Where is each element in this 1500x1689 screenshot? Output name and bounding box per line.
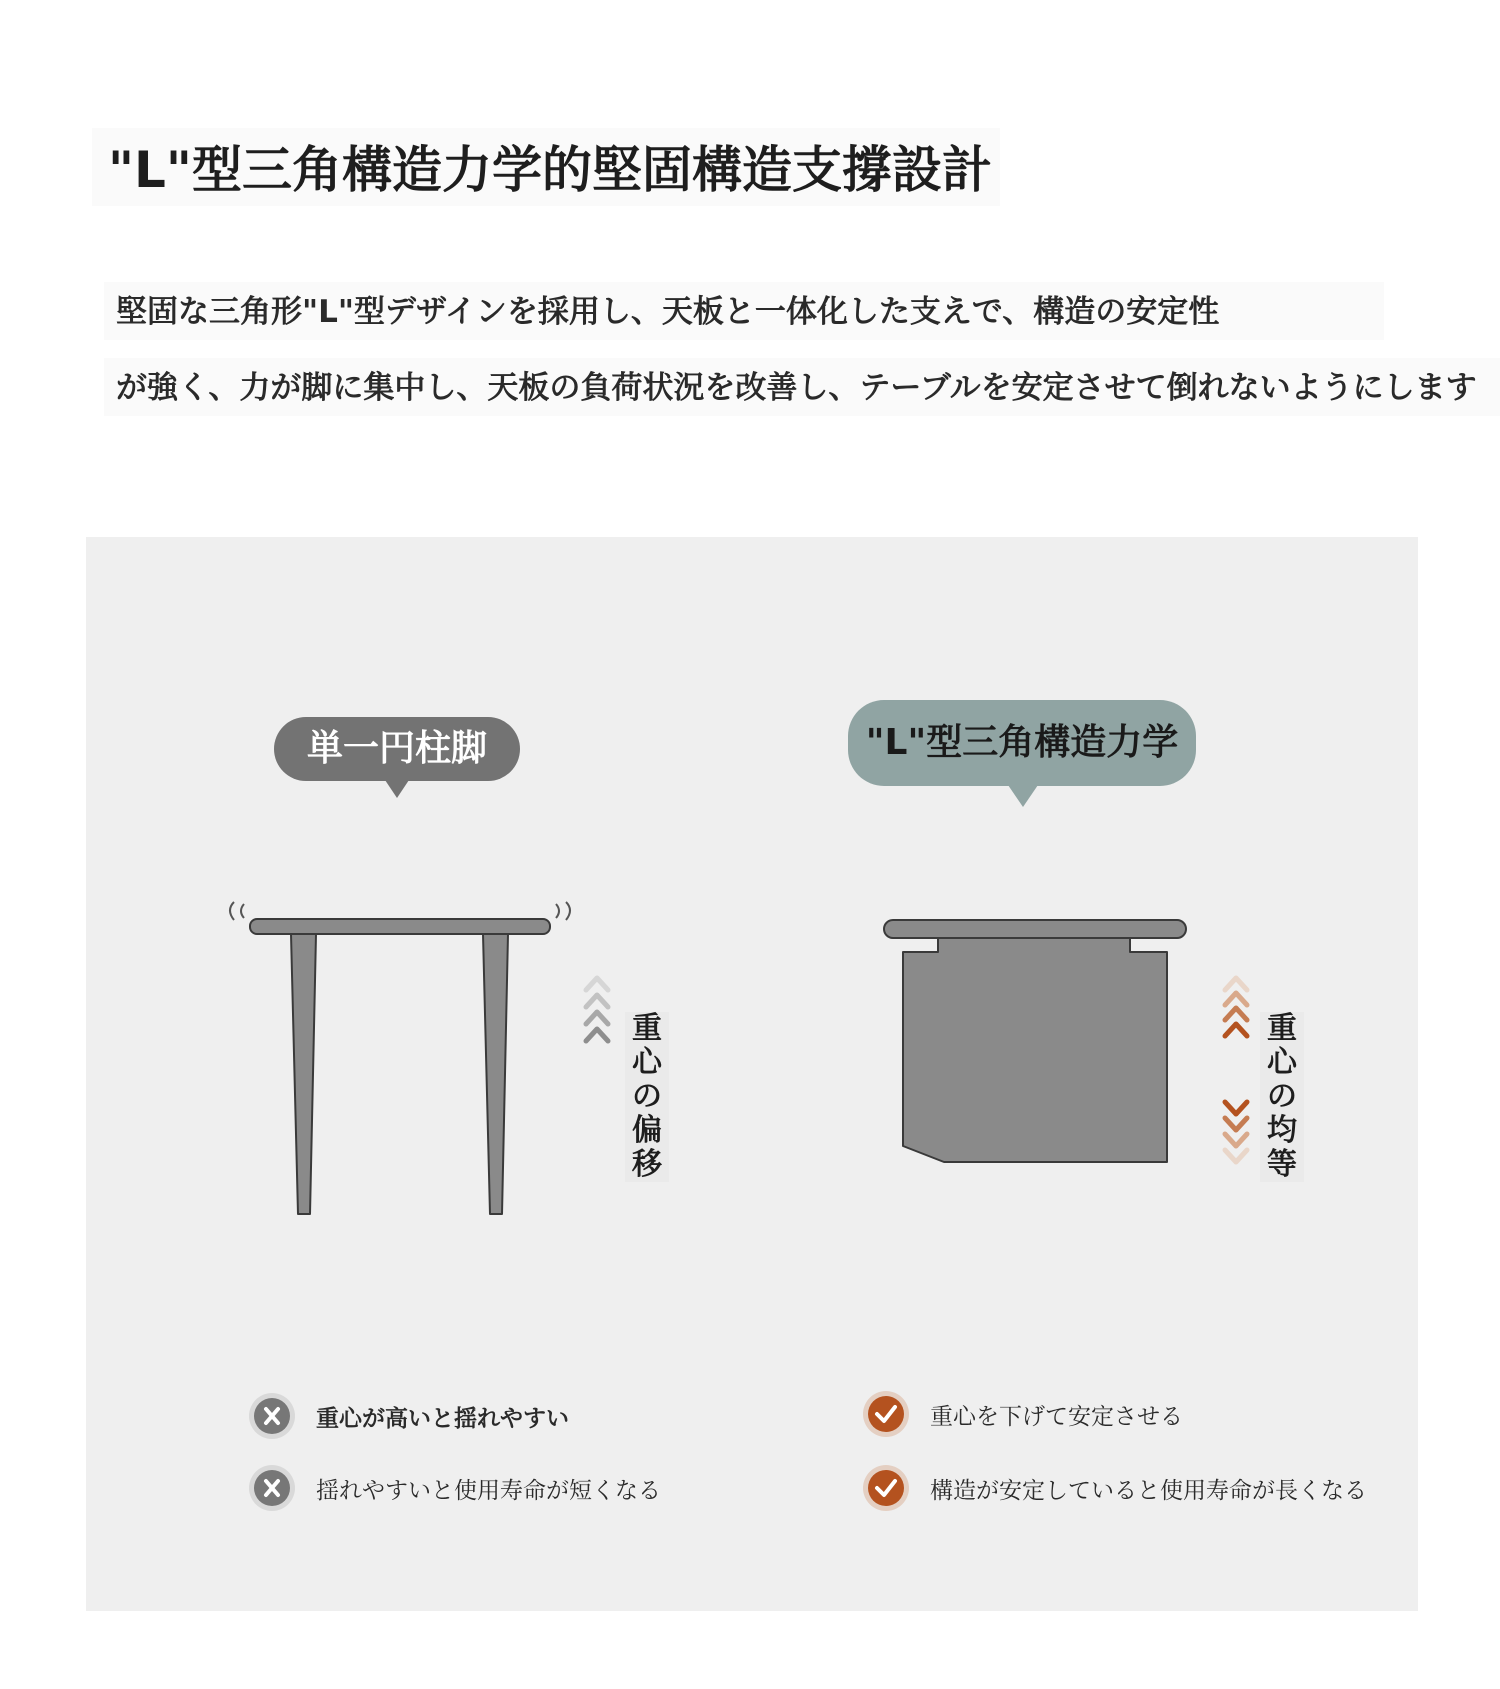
- check-icon: [862, 1464, 910, 1512]
- check-icon: [862, 1390, 910, 1438]
- center-of-gravity-shift-arrows: [586, 978, 608, 1041]
- gravity-shift-label: 重心の偏移: [625, 1012, 669, 1182]
- l-type-bubble: "L"型三角構造力学: [848, 700, 1196, 786]
- page-title: "L"型三角構造力学的堅固構造支撐設計: [108, 141, 992, 199]
- feature-text: 重心を下げて安定させる: [930, 1403, 1183, 1430]
- feature-item-good-1: [862, 1389, 1183, 1439]
- single-leg-bubble-tail: [385, 780, 409, 798]
- feature-text: 重心が高いと揺れやすい: [316, 1405, 569, 1432]
- feature-item-bad-1: [248, 1391, 569, 1441]
- single-leg-table-illustration: [230, 902, 570, 1214]
- feature-text: 揺れやすいと使用寿命が短くなる: [316, 1477, 661, 1504]
- gravity-balance-label: 重心の均等: [1260, 1012, 1304, 1182]
- l-type-bubble-tail: [1008, 785, 1038, 807]
- x-icon: [248, 1392, 296, 1440]
- feature-item-good-2: [862, 1463, 1367, 1513]
- description-line-1: 堅固な三角形"L"型デザインを採用し、天板と一体化した支えで、構造の安定性: [116, 294, 1220, 330]
- center-of-gravity-balance-arrows: [1225, 978, 1247, 1162]
- single-leg-bubble: 単一円柱脚: [274, 717, 520, 781]
- l-type-table-illustration: [884, 920, 1186, 1162]
- x-icon: [248, 1464, 296, 1512]
- description-line-2: が強く、力が脚に集中し、天板の負荷状況を改善し、テーブルを安定させて倒れないようにします: [116, 370, 1477, 406]
- feature-item-bad-2: [248, 1463, 661, 1513]
- feature-text: 構造が安定していると使用寿命が長くなる: [930, 1477, 1367, 1504]
